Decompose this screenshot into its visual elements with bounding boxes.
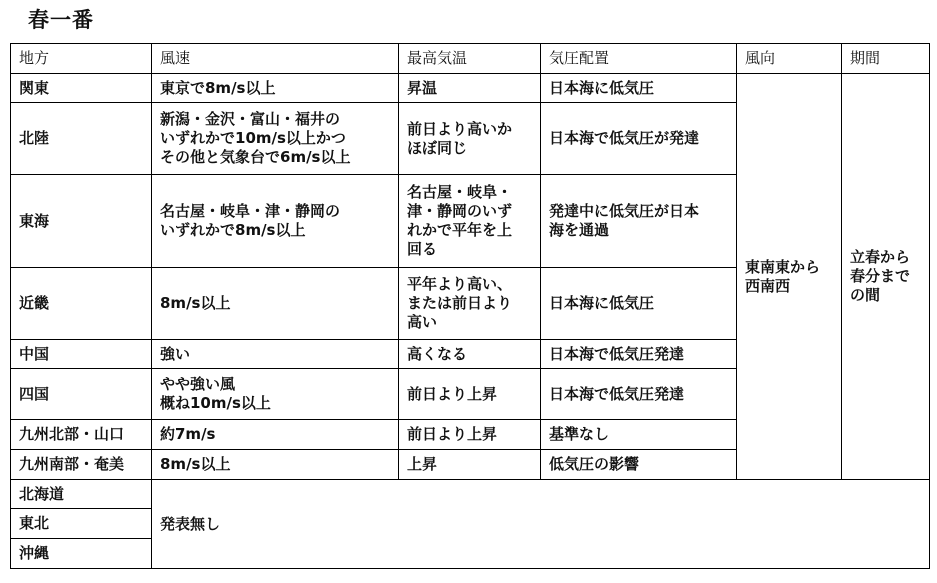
max-temp-cell: 高くなる — [399, 340, 541, 369]
region-cell: 北海道 — [11, 480, 152, 509]
table-row — [11, 480, 930, 509]
max-temp-cell: 上昇 — [399, 450, 541, 480]
header-wind-speed: 風速 — [152, 44, 399, 74]
pressure-cell: 日本海で低気圧発達 — [541, 340, 737, 369]
region-cell: 関東 — [11, 74, 152, 103]
wind-speed-cell: 強い — [152, 340, 399, 369]
max-temp-cell: 前日より上昇 — [399, 369, 541, 420]
wind-speed-cell: 名古屋・岐阜・津・静岡の いずれかで8m/s以上 — [152, 175, 399, 268]
pressure-cell: 基準なし — [541, 420, 737, 450]
region-cell: 九州北部・山口 — [11, 420, 152, 450]
region-cell: 九州南部・奄美 — [11, 450, 152, 480]
header-pressure: 気圧配置 — [541, 44, 737, 74]
region-cell: 中国 — [11, 340, 152, 369]
wind-speed-cell: 東京で8m/s以上 — [152, 74, 399, 103]
wind-speed-cell: 8m/s以上 — [152, 268, 399, 340]
pressure-cell: 発達中に低気圧が日本 海を通過 — [541, 175, 737, 268]
wind-speed-cell: やや強い風 概ね10m/s以上 — [152, 369, 399, 420]
wind-direction-cell: 東南東から 西南西 — [737, 74, 842, 480]
wind-speed-cell: 8m/s以上 — [152, 450, 399, 480]
header-wind-direction: 風向 — [737, 44, 842, 74]
region-cell: 北陸 — [11, 103, 152, 175]
pressure-cell: 低気圧の影響 — [541, 450, 737, 480]
haru-ichiban-table — [10, 43, 930, 569]
region-cell: 四国 — [11, 369, 152, 420]
max-temp-cell: 名古屋・岐阜・ 津・静岡のいず れかで平年を上 回る — [399, 175, 541, 268]
pressure-cell: 日本海に低気圧 — [541, 74, 737, 103]
wind-speed-cell: 新潟・金沢・富山・福井の いずれかで10m/s以上かつ その他と気象台で6m/s以上 — [152, 103, 399, 175]
max-temp-cell: 前日より高いか ほぼ同じ — [399, 103, 541, 175]
max-temp-cell: 昇温 — [399, 74, 541, 103]
pressure-cell: 日本海に低気圧 — [541, 268, 737, 340]
max-temp-cell: 平年より高い、 または前日より 高い — [399, 268, 541, 340]
table-row — [11, 74, 930, 103]
pressure-cell: 日本海で低気圧発達 — [541, 369, 737, 420]
wind-speed-cell: 約7m/s — [152, 420, 399, 450]
pressure-cell: 日本海で低気圧が発達 — [541, 103, 737, 175]
header-row — [11, 44, 930, 74]
region-cell: 近畿 — [11, 268, 152, 340]
max-temp-cell: 前日より上昇 — [399, 420, 541, 450]
no-announcement-cell: 発表無し — [152, 480, 930, 569]
header-region: 地方 — [11, 44, 152, 74]
header-max-temp: 最高気温 — [399, 44, 541, 74]
page-title: 春一番 — [28, 8, 94, 32]
region-cell: 東海 — [11, 175, 152, 268]
region-cell: 沖縄 — [11, 539, 152, 569]
header-period: 期間 — [842, 44, 930, 74]
region-cell: 東北 — [11, 509, 152, 539]
period-cell: 立春から 春分まで の間 — [842, 74, 930, 480]
